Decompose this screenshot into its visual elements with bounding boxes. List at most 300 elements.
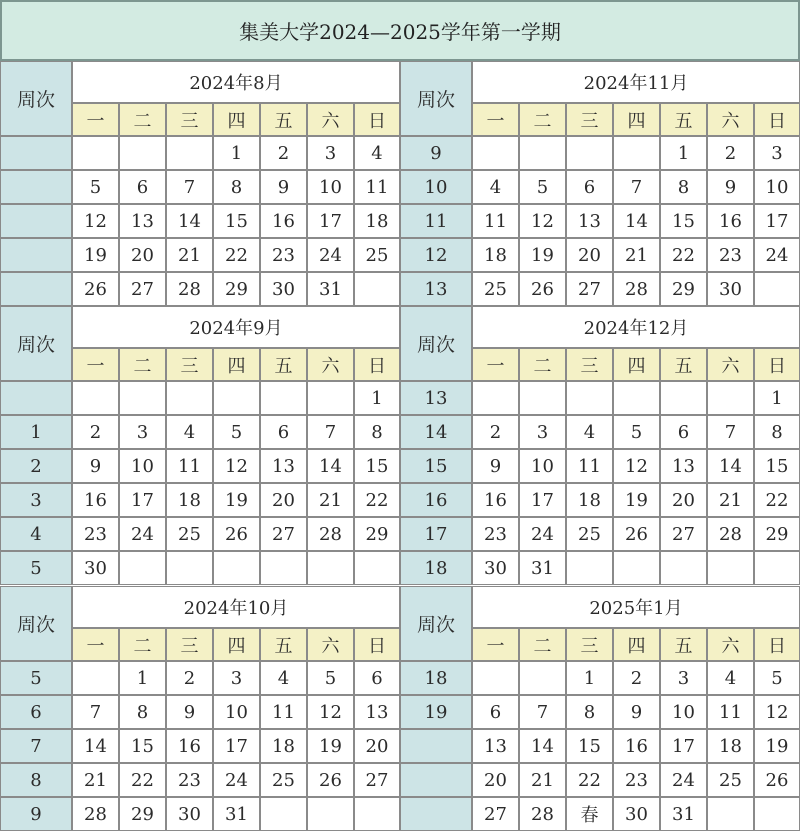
day-cell	[660, 381, 707, 415]
day-cell: 10	[660, 695, 707, 729]
weekday-header: 六	[307, 348, 354, 381]
weekday-header: 三	[566, 628, 613, 661]
day-cell	[307, 797, 354, 831]
day-cell: 23	[260, 238, 307, 272]
week-number	[0, 381, 72, 415]
day-cell: 9	[472, 449, 519, 483]
day-cell: 6	[260, 415, 307, 449]
week-number: 14	[400, 415, 472, 449]
day-cell: 13	[566, 204, 613, 238]
week-number	[0, 170, 72, 204]
day-cell: 3	[519, 415, 566, 449]
day-cell	[119, 381, 166, 415]
day-cell: 16	[707, 204, 754, 238]
day-cell: 11	[260, 695, 307, 729]
day-cell	[566, 551, 613, 585]
day-cell: 2	[472, 415, 519, 449]
day-cell: 13	[472, 729, 519, 763]
day-cell: 18	[707, 729, 754, 763]
day-cell: 20	[260, 483, 307, 517]
day-cell	[519, 136, 566, 170]
day-cell: 4	[354, 136, 400, 170]
week-number: 18	[400, 551, 472, 585]
day-cell: 29	[754, 517, 800, 551]
day-cell: 4	[166, 415, 213, 449]
day-cell: 5	[213, 415, 260, 449]
day-cell	[613, 551, 660, 585]
day-cell: 27	[660, 517, 707, 551]
weekday-header: 日	[754, 348, 800, 381]
weekday-header: 日	[354, 103, 400, 136]
day-cell: 6	[472, 695, 519, 729]
day-cell	[566, 136, 613, 170]
day-cell: 23	[613, 763, 660, 797]
day-cell: 10	[119, 449, 166, 483]
weekday-header: 五	[260, 628, 307, 661]
day-cell	[166, 551, 213, 585]
day-cell: 22	[119, 763, 166, 797]
week-number: 6	[0, 695, 72, 729]
day-cell: 30	[166, 797, 213, 831]
day-cell: 27	[119, 272, 166, 306]
day-cell: 21	[519, 763, 566, 797]
weekday-header: 日	[354, 628, 400, 661]
day-cell: 25	[354, 238, 400, 272]
week-number	[400, 797, 472, 831]
day-cell: 4	[472, 170, 519, 204]
day-cell: 7	[166, 170, 213, 204]
day-cell: 19	[519, 238, 566, 272]
week-number: 1	[0, 415, 72, 449]
weekday-header: 六	[307, 103, 354, 136]
day-cell	[166, 136, 213, 170]
day-cell: 26	[519, 272, 566, 306]
week-number	[0, 204, 72, 238]
day-cell: 30	[707, 272, 754, 306]
week-number: 2	[0, 449, 72, 483]
week-number: 5	[0, 551, 72, 585]
day-cell: 19	[307, 729, 354, 763]
day-cell: 25	[260, 763, 307, 797]
weekday-header: 三	[566, 348, 613, 381]
week-number: 4	[0, 517, 72, 551]
day-cell: 3	[213, 661, 260, 695]
day-cell: 22	[354, 483, 400, 517]
day-cell: 21	[72, 763, 119, 797]
day-cell: 14	[72, 729, 119, 763]
weekday-header: 一	[472, 103, 519, 136]
day-cell: 7	[707, 415, 754, 449]
day-cell: 20	[354, 729, 400, 763]
day-cell: 7	[613, 170, 660, 204]
day-cell: 21	[307, 483, 354, 517]
day-cell: 8	[754, 415, 800, 449]
day-cell: 27	[472, 797, 519, 831]
day-cell: 23	[707, 238, 754, 272]
weekday-header: 五	[660, 348, 707, 381]
day-cell: 8	[354, 415, 400, 449]
day-cell	[519, 381, 566, 415]
week-number: 8	[0, 763, 72, 797]
day-cell: 15	[660, 204, 707, 238]
day-cell	[754, 551, 800, 585]
weekday-header: 四	[213, 348, 260, 381]
day-cell: 24	[519, 517, 566, 551]
day-cell: 18	[260, 729, 307, 763]
month-name: 2024年12月	[472, 306, 800, 348]
day-cell: 2	[707, 136, 754, 170]
day-cell: 9	[166, 695, 213, 729]
day-cell: 16	[472, 483, 519, 517]
day-cell	[72, 136, 119, 170]
day-cell: 2	[260, 136, 307, 170]
day-cell: 1	[119, 661, 166, 695]
day-cell: 31	[519, 551, 566, 585]
day-cell: 6	[354, 661, 400, 695]
day-cell: 30	[72, 551, 119, 585]
day-cell	[613, 136, 660, 170]
week-number: 11	[400, 204, 472, 238]
day-cell: 24	[213, 763, 260, 797]
week-number: 5	[0, 661, 72, 695]
day-cell: 21	[707, 483, 754, 517]
day-cell: 26	[213, 517, 260, 551]
day-cell: 28	[519, 797, 566, 831]
day-cell: 1	[566, 661, 613, 695]
day-cell: 5	[613, 415, 660, 449]
week-number: 18	[400, 661, 472, 695]
day-cell: 1	[660, 136, 707, 170]
calendar-title: 集美大学2024—2025学年第一学期	[0, 0, 800, 61]
weekday-header: 四	[613, 348, 660, 381]
day-cell: 29	[213, 272, 260, 306]
week-number: 10	[400, 170, 472, 204]
weekday-header: 一	[472, 628, 519, 661]
day-cell: 17	[660, 729, 707, 763]
week-column-header: 周次	[400, 61, 472, 136]
day-cell: 4	[566, 415, 613, 449]
day-cell: 8	[119, 695, 166, 729]
day-cell: 14	[166, 204, 213, 238]
day-cell: 9	[613, 695, 660, 729]
week-number: 7	[0, 729, 72, 763]
day-cell: 20	[660, 483, 707, 517]
day-cell: 10	[754, 170, 800, 204]
weekday-header: 一	[72, 348, 119, 381]
day-cell: 17	[119, 483, 166, 517]
day-cell: 11	[166, 449, 213, 483]
month-name: 2024年11月	[472, 61, 800, 103]
day-cell: 27	[354, 763, 400, 797]
day-cell: 16	[72, 483, 119, 517]
weekday-header: 二	[119, 348, 166, 381]
week-column-header: 周次	[0, 61, 72, 136]
day-cell: 7	[72, 695, 119, 729]
day-cell: 28	[613, 272, 660, 306]
day-cell: 17	[213, 729, 260, 763]
day-cell: 16	[613, 729, 660, 763]
day-cell	[213, 381, 260, 415]
day-cell: 3	[307, 136, 354, 170]
day-cell	[660, 551, 707, 585]
week-column-header: 周次	[400, 306, 472, 381]
day-cell	[260, 797, 307, 831]
day-cell: 26	[72, 272, 119, 306]
weekday-header: 六	[707, 348, 754, 381]
day-cell	[613, 381, 660, 415]
weekday-header: 六	[307, 628, 354, 661]
day-cell: 21	[613, 238, 660, 272]
day-cell	[707, 551, 754, 585]
day-cell: 11	[472, 204, 519, 238]
weekday-header: 五	[660, 628, 707, 661]
day-cell	[707, 381, 754, 415]
weekday-header: 三	[166, 628, 213, 661]
day-cell: 15	[213, 204, 260, 238]
day-cell	[72, 661, 119, 695]
day-cell: 24	[119, 517, 166, 551]
weekday-header: 日	[754, 628, 800, 661]
day-cell	[166, 381, 213, 415]
week-number: 17	[400, 517, 472, 551]
week-number: 13	[400, 272, 472, 306]
day-cell: 17	[519, 483, 566, 517]
day-cell	[213, 551, 260, 585]
day-cell	[260, 551, 307, 585]
day-cell: 22	[566, 763, 613, 797]
day-cell: 13	[260, 449, 307, 483]
week-number: 9	[400, 136, 472, 170]
day-cell: 15	[566, 729, 613, 763]
day-cell: 19	[213, 483, 260, 517]
day-cell	[707, 797, 754, 831]
day-cell: 5	[307, 661, 354, 695]
day-cell: 3	[660, 661, 707, 695]
day-cell: 27	[260, 517, 307, 551]
day-cell: 29	[119, 797, 166, 831]
day-cell: 22	[754, 483, 800, 517]
day-cell: 17	[754, 204, 800, 238]
day-cell: 14	[519, 729, 566, 763]
day-cell: 5	[754, 661, 800, 695]
day-cell: 25	[566, 517, 613, 551]
weekday-header: 一	[72, 103, 119, 136]
day-cell	[307, 551, 354, 585]
day-cell: 5	[519, 170, 566, 204]
weekday-header: 三	[166, 103, 213, 136]
day-cell: 11	[354, 170, 400, 204]
week-number: 13	[400, 381, 472, 415]
day-cell: 31	[307, 272, 354, 306]
day-cell: 12	[213, 449, 260, 483]
day-cell: 3	[754, 136, 800, 170]
day-cell: 9	[72, 449, 119, 483]
day-cell: 4	[260, 661, 307, 695]
day-cell	[566, 381, 613, 415]
day-cell: 26	[307, 763, 354, 797]
day-cell: 29	[660, 272, 707, 306]
week-number	[400, 763, 472, 797]
day-cell: 23	[472, 517, 519, 551]
day-cell: 8	[566, 695, 613, 729]
day-cell: 19	[72, 238, 119, 272]
day-cell: 9	[707, 170, 754, 204]
day-cell: 10	[519, 449, 566, 483]
week-column-header: 周次	[400, 586, 472, 661]
day-cell: 13	[660, 449, 707, 483]
weekday-header: 二	[519, 348, 566, 381]
day-cell: 30	[260, 272, 307, 306]
day-cell: 8	[660, 170, 707, 204]
day-cell: 12	[72, 204, 119, 238]
day-cell: 7	[519, 695, 566, 729]
day-cell: 春	[566, 797, 613, 831]
weekday-header: 四	[613, 628, 660, 661]
day-cell: 7	[307, 415, 354, 449]
day-cell	[472, 381, 519, 415]
week-number: 16	[400, 483, 472, 517]
day-cell	[72, 381, 119, 415]
day-cell	[354, 551, 400, 585]
day-cell: 24	[754, 238, 800, 272]
day-cell: 5	[72, 170, 119, 204]
day-cell: 4	[707, 661, 754, 695]
week-number	[0, 136, 72, 170]
week-number	[0, 272, 72, 306]
day-cell: 25	[472, 272, 519, 306]
weekday-header: 四	[213, 628, 260, 661]
day-cell: 8	[213, 170, 260, 204]
day-cell: 14	[707, 449, 754, 483]
day-cell: 29	[354, 517, 400, 551]
day-cell: 2	[613, 661, 660, 695]
day-cell: 13	[354, 695, 400, 729]
day-cell: 21	[166, 238, 213, 272]
month-name: 2024年8月	[72, 61, 400, 103]
weekday-header: 二	[119, 628, 166, 661]
weekday-header: 三	[566, 103, 613, 136]
day-cell	[119, 551, 166, 585]
weekday-header: 三	[166, 348, 213, 381]
weekday-header: 六	[707, 103, 754, 136]
day-cell: 1	[213, 136, 260, 170]
day-cell: 15	[754, 449, 800, 483]
day-cell: 15	[354, 449, 400, 483]
day-cell: 6	[566, 170, 613, 204]
weekday-header: 一	[472, 348, 519, 381]
day-cell: 26	[613, 517, 660, 551]
month-name: 2024年10月	[72, 586, 400, 628]
week-column-header: 周次	[0, 306, 72, 381]
weekday-header: 二	[119, 103, 166, 136]
day-cell: 11	[707, 695, 754, 729]
day-cell	[260, 381, 307, 415]
month-name: 2024年9月	[72, 306, 400, 348]
day-cell: 16	[166, 729, 213, 763]
weekday-header: 二	[519, 628, 566, 661]
day-cell: 24	[660, 763, 707, 797]
day-cell	[754, 272, 800, 306]
day-cell: 20	[472, 763, 519, 797]
day-cell: 18	[566, 483, 613, 517]
day-cell: 6	[119, 170, 166, 204]
week-number	[0, 238, 72, 272]
weekday-header: 四	[213, 103, 260, 136]
day-cell: 12	[754, 695, 800, 729]
day-cell: 2	[72, 415, 119, 449]
day-cell: 23	[166, 763, 213, 797]
day-cell: 17	[307, 204, 354, 238]
day-cell: 12	[307, 695, 354, 729]
day-cell	[472, 136, 519, 170]
day-cell	[472, 661, 519, 695]
day-cell	[519, 661, 566, 695]
day-cell	[754, 797, 800, 831]
weekday-header: 六	[707, 628, 754, 661]
weekday-header: 五	[260, 348, 307, 381]
day-cell: 16	[260, 204, 307, 238]
week-number: 9	[0, 797, 72, 831]
day-cell: 10	[213, 695, 260, 729]
day-cell: 28	[166, 272, 213, 306]
day-cell: 30	[613, 797, 660, 831]
day-cell: 25	[707, 763, 754, 797]
day-cell: 31	[213, 797, 260, 831]
day-cell: 19	[613, 483, 660, 517]
day-cell	[354, 797, 400, 831]
day-cell: 2	[166, 661, 213, 695]
day-cell: 11	[566, 449, 613, 483]
week-column-header: 周次	[0, 586, 72, 661]
day-cell: 6	[660, 415, 707, 449]
day-cell	[119, 136, 166, 170]
weekday-header: 四	[613, 103, 660, 136]
day-cell: 27	[566, 272, 613, 306]
week-number	[400, 729, 472, 763]
day-cell	[354, 272, 400, 306]
day-cell: 19	[754, 729, 800, 763]
week-number: 3	[0, 483, 72, 517]
day-cell: 25	[166, 517, 213, 551]
weekday-header: 五	[260, 103, 307, 136]
day-cell: 10	[307, 170, 354, 204]
day-cell: 14	[307, 449, 354, 483]
day-cell: 18	[354, 204, 400, 238]
week-number: 15	[400, 449, 472, 483]
day-cell: 22	[660, 238, 707, 272]
weekday-header: 一	[72, 628, 119, 661]
day-cell: 15	[119, 729, 166, 763]
weekday-header: 日	[354, 348, 400, 381]
day-cell: 9	[260, 170, 307, 204]
weekday-header: 日	[754, 103, 800, 136]
day-cell: 12	[519, 204, 566, 238]
day-cell: 24	[307, 238, 354, 272]
day-cell: 23	[72, 517, 119, 551]
month-name: 2025年1月	[472, 586, 800, 628]
weekday-header: 五	[660, 103, 707, 136]
day-cell: 20	[119, 238, 166, 272]
day-cell: 31	[660, 797, 707, 831]
day-cell: 3	[119, 415, 166, 449]
day-cell: 14	[613, 204, 660, 238]
week-number: 19	[400, 695, 472, 729]
day-cell: 12	[613, 449, 660, 483]
day-cell: 1	[754, 381, 800, 415]
day-cell: 1	[354, 381, 400, 415]
day-cell: 22	[213, 238, 260, 272]
day-cell: 28	[707, 517, 754, 551]
